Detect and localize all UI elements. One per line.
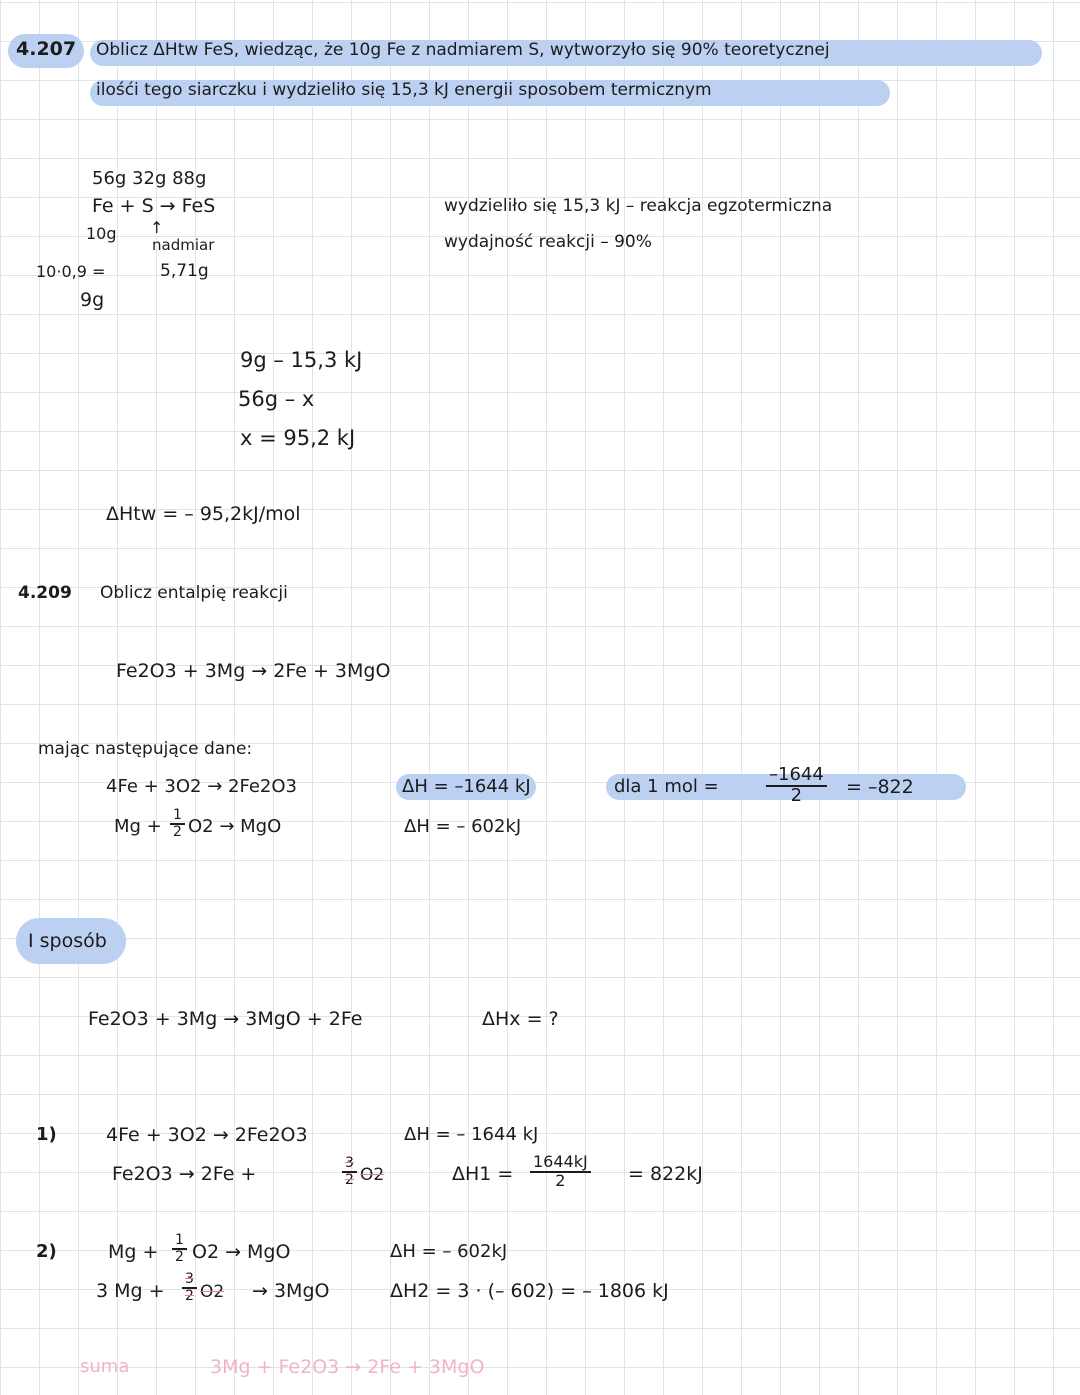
given-equation-2-fraction	[170, 808, 185, 839]
step-1-enthalpy-a: ΔH = – 1644 kJ	[404, 1124, 539, 1145]
main-reaction: Fe2O3 + 3Mg → 2Fe + 3MgO	[116, 660, 391, 682]
problem-number-4-207: 4.207	[16, 38, 77, 60]
step-2-equation-b-right: → 3MgO	[252, 1280, 330, 1302]
step-2-o2: O2	[200, 1282, 225, 1302]
per-mol-fraction	[766, 766, 827, 806]
note-exothermic: wydzieliło się 15,3 kJ – reakcja egzotermiczna	[444, 196, 833, 216]
step-1-equation-a: 4Fe + 3O2 → 2Fe2O3	[106, 1124, 308, 1146]
target-reaction: Fe2O3 + 3Mg → 3MgO + 2Fe	[88, 1008, 363, 1030]
given-equation-2-left: Mg +	[114, 816, 162, 837]
given-enthalpy-2: ΔH = – 602kJ	[404, 816, 522, 837]
given-data-label: mając następujące dane:	[38, 739, 253, 759]
proportion-result: x = 95,2 kJ	[240, 426, 356, 450]
sulfur-mass: 5,71g	[160, 261, 209, 281]
step-1-o2-coefficient-den: 2	[345, 1171, 354, 1188]
step-1-equation-b: Fe2O3 → 2Fe +	[112, 1163, 257, 1185]
step-1-enthalpy-fraction	[530, 1154, 591, 1190]
given-equation-2-fraction-den: 2	[173, 823, 182, 840]
step-2-equation-a-right: O2 → MgO	[192, 1241, 291, 1263]
enthalpy-answer: ΔHtw = – 95,2kJ/mol	[106, 503, 301, 525]
step-1-o2-coefficient-num: 3	[342, 1156, 357, 1173]
per-mol-result: = –822	[846, 776, 914, 798]
molar-masses: 56g 32g 88g	[92, 168, 207, 189]
problem-number-4-209: 4.209	[18, 583, 72, 603]
step-1-number: 1)	[36, 1124, 57, 1145]
given-equation-2-right: O2 → MgO	[188, 816, 282, 837]
step-2-equation-a-fraction-den: 2	[175, 1248, 184, 1265]
problem-title: Oblicz entalpię reakcji	[100, 583, 288, 603]
excess-arrow: ↑	[150, 218, 164, 237]
problem-text-line-1: Oblicz ΔHtw FeS, wiedząc, że 10g Fe z nadmiarem S, wytworzyło się 90% teoretycznej	[96, 40, 830, 60]
step-2-equation-b-left: 3 Mg +	[96, 1280, 165, 1302]
step-1-enthalpy-fraction-den: 2	[555, 1170, 566, 1190]
step-2-o2-coefficient-den: 2	[185, 1287, 194, 1304]
step-2-o2-coefficient	[182, 1272, 197, 1303]
per-mol-fraction-numerator: –1644	[766, 766, 827, 787]
sum-equation: 3Mg + Fe2O3 → 2Fe + 3MgO	[210, 1356, 485, 1378]
reaction-equation: Fe + S → FeS	[92, 195, 216, 217]
step-2-enthalpy-b: ΔH2 = 3 · (– 602) = – 1806 kJ	[390, 1280, 669, 1302]
yield-calculation: 10·0,9 =	[36, 262, 106, 281]
given-enthalpy-1: ΔH = –1644 kJ	[402, 776, 531, 797]
sum-label: suma	[80, 1356, 130, 1377]
method-label: I sposób	[28, 930, 107, 952]
result-mass: 9g	[80, 289, 105, 311]
proportion-line-1: 9g – 15,3 kJ	[240, 348, 363, 372]
step-2-equation-a-left: Mg +	[108, 1241, 159, 1263]
per-mol-fraction-denominator: 2	[790, 784, 803, 806]
step-2-o2-coefficient-num: 3	[182, 1272, 197, 1289]
fe-mass: 10g	[86, 224, 117, 243]
note-yield: wydajność reakcji – 90%	[444, 232, 652, 252]
excess-label: nadmiar	[152, 236, 215, 254]
step-1-o2-coefficient	[342, 1156, 357, 1187]
step-1-enthalpy-fraction-num: 1644kJ	[530, 1154, 591, 1173]
step-1-enthalpy-result: = 822kJ	[628, 1163, 703, 1185]
given-equation-2-fraction-num: 1	[170, 808, 185, 825]
step-2-equation-a-fraction	[172, 1233, 187, 1264]
step-2-enthalpy-a: ΔH = – 602kJ	[390, 1241, 508, 1262]
step-2-number: 2)	[36, 1241, 57, 1262]
target-enthalpy: ΔHx = ?	[482, 1008, 559, 1030]
proportion-line-2: 56g – x	[238, 387, 315, 411]
step-2-equation-a-fraction-num: 1	[172, 1233, 187, 1250]
per-mol-label: dla 1 mol =	[614, 776, 719, 797]
step-1-o2: O2	[360, 1165, 385, 1185]
problem-text-line-2: ilośći tego siarczku i wydzieliło się 15,3 kJ energii sposobem termicznym	[96, 80, 712, 100]
step-1-enthalpy-b-label: ΔH1 =	[452, 1163, 514, 1185]
given-equation-1: 4Fe + 3O2 → 2Fe2O3	[106, 776, 297, 797]
